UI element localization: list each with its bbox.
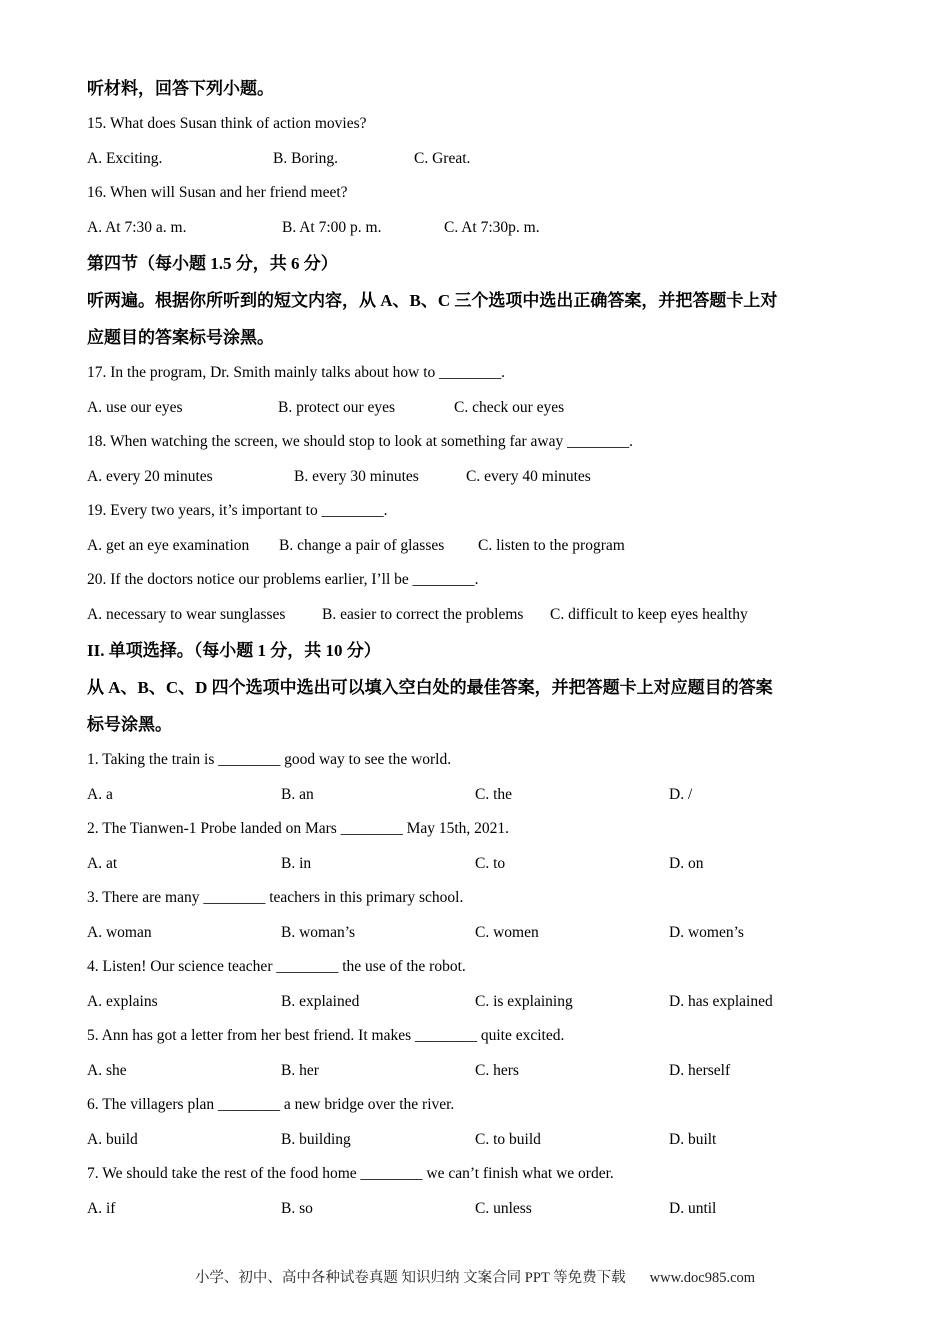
question-stem: 4. Listen! Our science teacher ________ the use of the robot.: [87, 958, 466, 975]
question-options: [87, 1192, 877, 1227]
multiple-choice-list: [87, 743, 877, 1226]
option: A. Exciting.: [87, 149, 163, 167]
exam-page: [87, 70, 877, 1226]
option: A. At 7:30 a. m.: [87, 218, 187, 236]
option: C. At 7:30p. m.: [444, 218, 540, 236]
question-stem: 7. We should take the rest of the food home ________ we can’t finish what we order.: [87, 1165, 614, 1182]
question-stem: 1. Taking the train is ________ good way to see the world.: [87, 751, 452, 768]
option: D. /: [669, 785, 693, 803]
question-stem: 19. Every two years, it’s important to ________.: [87, 502, 388, 519]
option: B. in: [281, 854, 312, 872]
option: B. explained: [281, 992, 360, 1010]
question-options: [87, 598, 877, 633]
option: A. every 20 minutes: [87, 467, 213, 485]
option: D. herself: [669, 1061, 731, 1079]
option: A. a: [87, 785, 113, 803]
question-stem: 15. What does Susan think of action movies?: [87, 115, 367, 132]
footer-url: www.doc985.com: [649, 1270, 756, 1286]
question-options: [87, 916, 877, 951]
option: C. unless: [475, 1199, 532, 1217]
section-title: II. 单项选择。（每小题 1 分，共 10 分）: [87, 641, 381, 660]
option: D. has explained: [669, 992, 773, 1010]
option: D. built: [669, 1130, 717, 1148]
option: B. change a pair of glasses: [279, 536, 445, 554]
footer-text: 小学、初中、高中各种试卷真题 知识归纳 文案合同 PPT 等免费下载: [194, 1270, 626, 1286]
option: D. women’s: [669, 923, 744, 941]
option: C. the: [475, 785, 513, 803]
question-options: [87, 778, 877, 813]
option: B. building: [281, 1130, 351, 1148]
option: D. until: [669, 1199, 717, 1217]
question-options: [87, 847, 877, 882]
option: B. easier to correct the problems: [322, 605, 524, 623]
section-instruction: 应题目的答案标号涂黑。: [87, 328, 274, 347]
option: C. is explaining: [475, 992, 573, 1010]
option: C. check our eyes: [454, 398, 565, 416]
question-stem: 2. The Tianwen-1 Probe landed on Mars ________ May 15th, 2021.: [87, 820, 510, 837]
question-options: [87, 1123, 877, 1158]
question-options: [87, 142, 877, 177]
option: A. woman: [87, 923, 152, 941]
option: A. at: [87, 854, 118, 872]
question-stem: 5. Ann has got a letter from her best friend. It makes ________ quite excited.: [87, 1027, 565, 1044]
option: C. to build: [475, 1130, 541, 1148]
section-instruction: 听两遍。根据你所听到的短文内容，从 A、B、C 三个选项中选出正确答案，并把答题卡上对: [87, 291, 778, 310]
option: A. explains: [87, 992, 158, 1010]
option: C. to: [475, 854, 506, 872]
option: A. use our eyes: [87, 398, 183, 416]
question-stem: 3. There are many ________ teachers in this primary school.: [87, 889, 464, 906]
option: B. her: [281, 1061, 319, 1079]
section-intro: 听材料，回答下列小题。: [87, 79, 274, 98]
question-options: [87, 211, 877, 246]
section-instruction: 从 A、B、C、D 四个选项中选出可以填入空白处的最佳答案，并把答题卡上对应题目的答案: [87, 678, 773, 697]
question-options: [87, 1054, 877, 1089]
option: B. every 30 minutes: [294, 467, 419, 485]
question-options: [87, 460, 877, 495]
question-options: [87, 391, 877, 426]
option: B. an: [281, 785, 314, 803]
option: B. At 7:00 p. m.: [282, 218, 382, 236]
question-stem: 17. In the program, Dr. Smith mainly talks about how to ________.: [87, 364, 506, 381]
option: A. get an eye examination: [87, 536, 250, 554]
option: A. necessary to wear sunglasses: [87, 605, 286, 623]
question-stem: 16. When will Susan and her friend meet?: [87, 184, 348, 201]
question-stem: 18. When watching the screen, we should stop to look at something far away ________.: [87, 433, 633, 450]
page-footer: [0, 1266, 950, 1287]
option: C. difficult to keep eyes healthy: [550, 605, 748, 623]
option: B. so: [281, 1199, 313, 1217]
question-options: [87, 985, 877, 1020]
option: D. on: [669, 854, 704, 872]
option: A. if: [87, 1199, 116, 1217]
section-instruction: 标号涂黑。: [87, 715, 172, 734]
option: C. listen to the program: [478, 536, 625, 554]
option: C. every 40 minutes: [466, 467, 591, 485]
option: A. she: [87, 1061, 127, 1079]
section-title: 第四节（每小题 1.5 分，共 6 分）: [87, 254, 338, 273]
option: C. hers: [475, 1061, 519, 1079]
option: A. build: [87, 1130, 138, 1148]
option: C. women: [475, 923, 539, 941]
option: B. Boring.: [273, 149, 339, 167]
question-stem: 6. The villagers plan ________ a new bridge over the river.: [87, 1096, 455, 1113]
option: B. protect our eyes: [278, 398, 396, 416]
question-options: [87, 529, 877, 564]
option: C. Great.: [414, 149, 471, 167]
question-stem: 20. If the doctors notice our problems earlier, I’ll be ________.: [87, 571, 479, 588]
option: B. woman’s: [281, 923, 356, 941]
